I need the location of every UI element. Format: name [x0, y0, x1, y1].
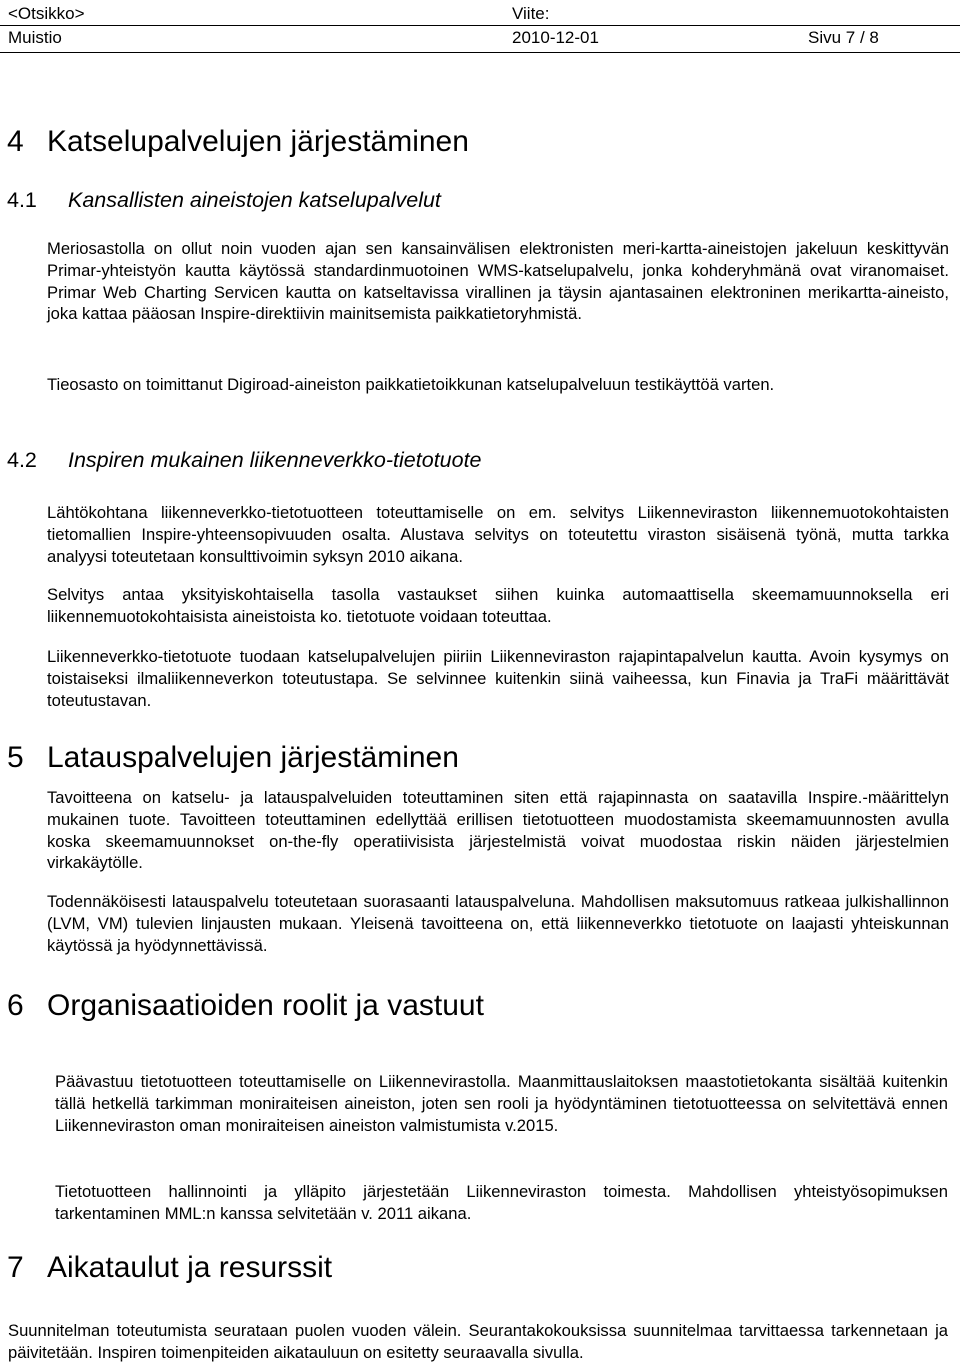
- header-doc-type: Muistio: [8, 28, 62, 47]
- section-4-1-heading: [7, 186, 949, 214]
- paragraph: Liikenneverkko-tietotuote tuodaan katselupalvelujen piiriin Liikenneviraston rajapintapalvelun kautta. Avoin kysymys on toistaiseksi ilmaliikenneverkon toteutustapa. Se selvinnee kuitenkin siinä vaiheessa, kun Finavia ja TraFi määrittävät toteutustavan.: [47, 647, 949, 710]
- heading-number: 4.2: [7, 448, 37, 472]
- heading-6: [7, 988, 949, 1024]
- section-4-2-paragraph-2: [47, 584, 949, 628]
- header-title-placeholder: <Otsikko>: [8, 4, 85, 23]
- header-page-number: Sivu 7 / 8: [808, 28, 879, 47]
- heading-number: 7: [7, 1251, 24, 1284]
- section-6-paragraph-1: [55, 1071, 948, 1136]
- heading-text: Latauspalvelujen järjestäminen: [47, 741, 459, 774]
- section-5-heading: [7, 740, 949, 776]
- heading-4: [7, 124, 949, 160]
- header-date: 2010-12-01: [512, 28, 599, 47]
- heading-5: [7, 740, 949, 776]
- section-4-2-paragraph-1: [47, 502, 949, 567]
- paragraph: Lähtökohtana liikenneverkko-tietotuotteen toteuttamiselle on em. selvitys Liikenneviraston liikennemuotokohtaisten tietomallien Inspire-yhteensopivuuden osalta. Alustava selvitys on toteutettu viraston sisäisenä työnä, mutta tarkka analyysi toteutetaan konsulttivoimin syksyn 2010 aikana.: [47, 503, 949, 566]
- paragraph: Selvitys antaa yksityiskohtaisella tasolla vastaukset siihen kuinka automaattisella skeemamuunnoksella eri liikennemuotokohtaisista aineistoista ko. tietotuote voidaan toteuttaa.: [47, 585, 949, 626]
- header-row-top: [0, 2, 960, 26]
- paragraph: Päävastuu tietotuotteen toteuttamiselle on Liikennevirastolla. Maanmittauslaitoksen maastotietokanta sisältää kuitenkin tällä hetkellä tarkimman moniraiteisen aineiston, joten sen rooli ja hyödyntäminen tietotuotteessa on selvitettävä ennen Liikenneviraston oman moniraiteisen aineiston valmistumista v.2015.: [55, 1072, 948, 1135]
- paragraph: Todennäköisesti latauspalvelu toteutetaan suorasaanti latauspalveluna. Mahdollisen maksutomuus ratkeaa julkishallinnon (LVM, VM) tulevien linjausten mukaan. Yleisenä tavoitteena on, että liikenneverkko tietotuote on laajasti yhteiskunnan käytössä ja hyödynnettävissä.: [47, 892, 949, 955]
- section-5-paragraph-2: [47, 891, 949, 956]
- heading-number: 4: [7, 125, 24, 158]
- heading-number: 6: [7, 989, 24, 1022]
- paragraph: Suunnitelman toteutumista seurataan puolen vuoden välein. Seurantakokouksissa suunnitelmaa tarvittaessa tarkennetaan ja päivitetään. Inspiren toimenpiteiden aikatauluun on esitetty seuraavalla sivulla.: [8, 1321, 948, 1362]
- section-5-paragraph-1: [47, 787, 949, 874]
- section-7-heading: [7, 1250, 949, 1286]
- heading-text: Aikataulut ja resurssit: [47, 1251, 333, 1284]
- heading-text: Inspiren mukainen liikenneverkko-tietotuote: [68, 448, 482, 472]
- paragraph: Tietotuotteen hallinnointi ja ylläpito järjestetään Liikenneviraston toimesta. Mahdollisen yhteistyösopimuksen tarkentaminen MML:n kanssa selvitetään v. 2011 aikana.: [55, 1182, 948, 1223]
- header-divider-bottom: [0, 52, 960, 53]
- heading-number: 5: [7, 741, 24, 774]
- paragraph: Tieosasto on toimittanut Digiroad-aineiston paikkatietoikkunan katselupalveluun testikäyttöä varten.: [47, 375, 775, 394]
- heading-4-1: [7, 186, 949, 214]
- section-6-paragraph-2: [55, 1181, 948, 1225]
- heading-text: Kansallisten aineistojen katselupalvelut: [68, 188, 441, 212]
- section-7-paragraph-1: [8, 1320, 948, 1364]
- section-4-2-paragraph-3: [47, 646, 949, 711]
- section-4-1-paragraph-1: [47, 238, 949, 325]
- paragraph: Tavoitteena on katselu- ja latauspalveluiden toteuttaminen siten että rajapinnasta on saatavilla Inspire.-määrittelyn mukainen tuote. Tavoitteen toteuttaminen edellyttää erillisen tietotuotteen muodostamista skeemamuunnosten avulla koska skeemamuunnokset on-the-fly operatiivisista järjestelmistä voivat muodostaa riskin näiden järjestelmien virkakäytölle.: [47, 788, 949, 873]
- section-4-heading: [7, 124, 949, 160]
- heading-text: Organisaatioiden roolit ja vastuut: [47, 989, 484, 1022]
- section-4-1-paragraph-2: [47, 374, 949, 396]
- section-4-2-heading: [7, 446, 949, 474]
- section-6-heading: [7, 988, 949, 1024]
- header-row-bottom: [0, 26, 960, 50]
- heading-7: [7, 1250, 949, 1286]
- heading-text: Katselupalvelujen järjestäminen: [47, 125, 469, 158]
- paragraph: Meriosastolla on ollut noin vuoden ajan sen kansainvälisen elektronisten meri-kartta-aineistojen jakeluun keskittyvän Primar-yhteistyön kautta käytössä standardinmuotoinen WMS-katselupalvelu, jonka kohderyhmänä ovat viranomaiset. Primar Web Charting Servicen kautta on katseltavissa virallinen ja täysin ajantasainen elektroninen merikartta-aineisto, joka kattaa pääosan Inspire-direktiivin mainitsemista paikkatietoryhmistä.: [47, 239, 949, 324]
- heading-number: 4.1: [7, 188, 37, 212]
- heading-4-2: [7, 446, 949, 474]
- header-reference-label: Viite:: [512, 4, 550, 23]
